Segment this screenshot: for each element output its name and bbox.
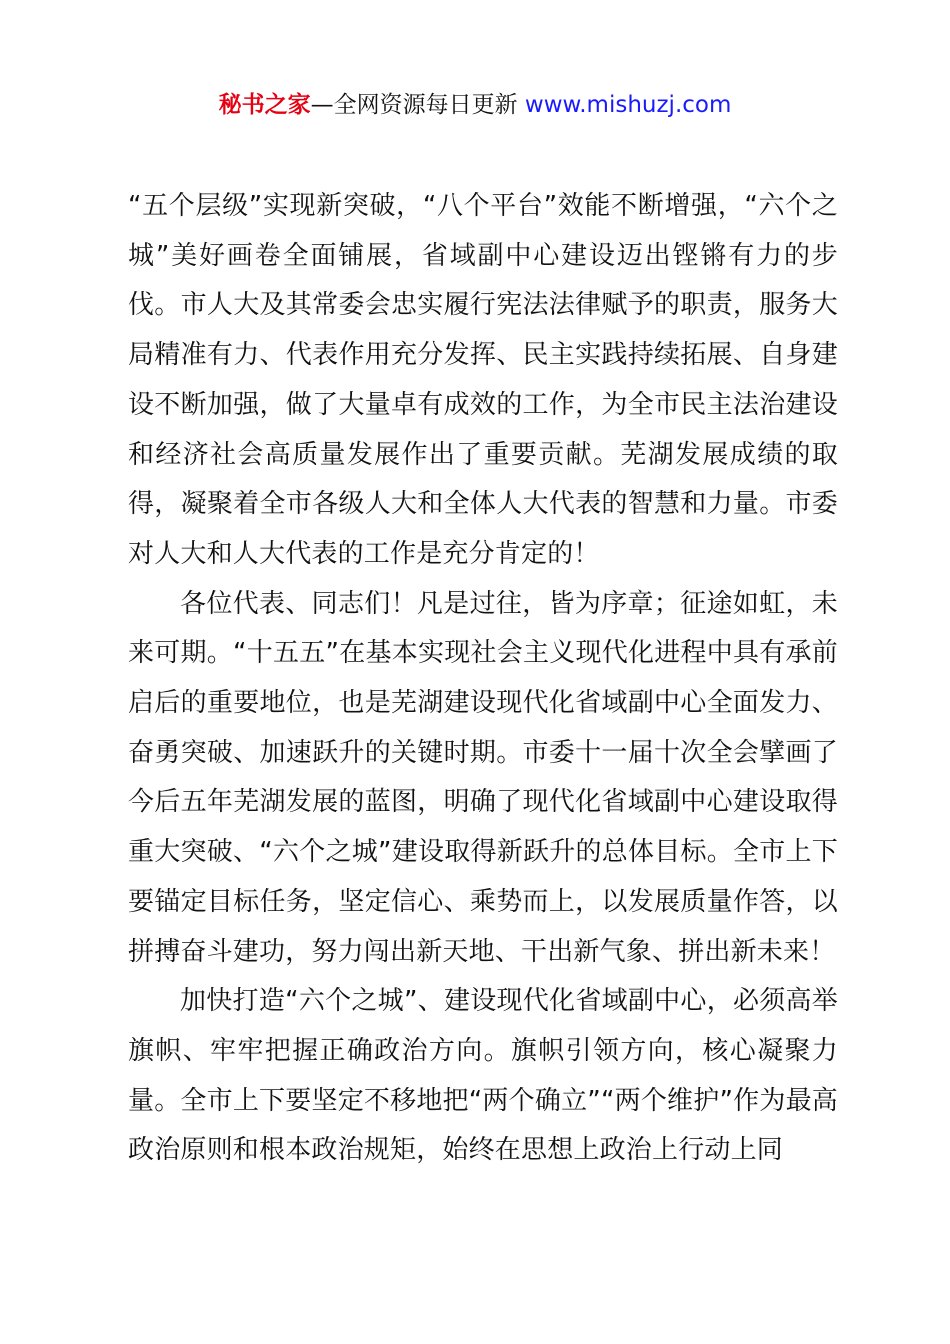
site-url-link[interactable]: www.mishuzj.com [524, 92, 732, 118]
paragraph-continued: “五个层级”实现新突破，“八个平台”效能不断增强，“六个之城”美好画卷全面铺展，省域副中心建设迈出铿锵有力的步伐。市人大及其常委会忠实履行宪法法律赋予的职责，服务大局精准有力、代表作用充分发挥、民主实践持续拓展、自身建设不断加强，做了大量卓有成效的工作，为全市民主法治建设和经济社会高质量发展作出了重要贡献。芜湖发展成绩的取得，凝聚着全市各级人大和全体人大代表的智慧和力量。市委对人大和人大代表的工作是充分肯定的！ [128, 191, 838, 569]
document-body [128, 182, 838, 1176]
brand-name: 秘书之家 [218, 92, 311, 118]
page-header [0, 88, 950, 122]
header-slogan: —全网资源每日更新 [310, 92, 525, 118]
paragraph: 各位代表、同志们！凡是过往，皆为序章；征途如虹，未来可期。“十五五”在基本实现社会主义现代化进程中具有承前启后的重要地位，也是芜湖建设现代化省域副中心全面发力、奋勇突破、加速跃升的关键时期。市委十一届十次全会擘画了今后五年芜湖发展的蓝图，明确了现代化省域副中心建设取得重大突破、“六个之城”建设取得新跃升的总体目标。全市上下要锚定目标任务，坚定信心、乘势而上，以发展质量作答，以拼搏奋斗建功，努力闯出新天地、干出新气象、拼出新未来！ [128, 588, 838, 967]
paragraph: 加快打造“六个之城”、建设现代化省域副中心，必须高举旗帜、牢牢把握正确政治方向。旗帜引领方向，核心凝聚力量。全市上下要坚定不移地把“两个确立”“两个维护”作为最高政治原则和根本政治规矩，始终在思想上政治上行动上同 [128, 986, 838, 1166]
